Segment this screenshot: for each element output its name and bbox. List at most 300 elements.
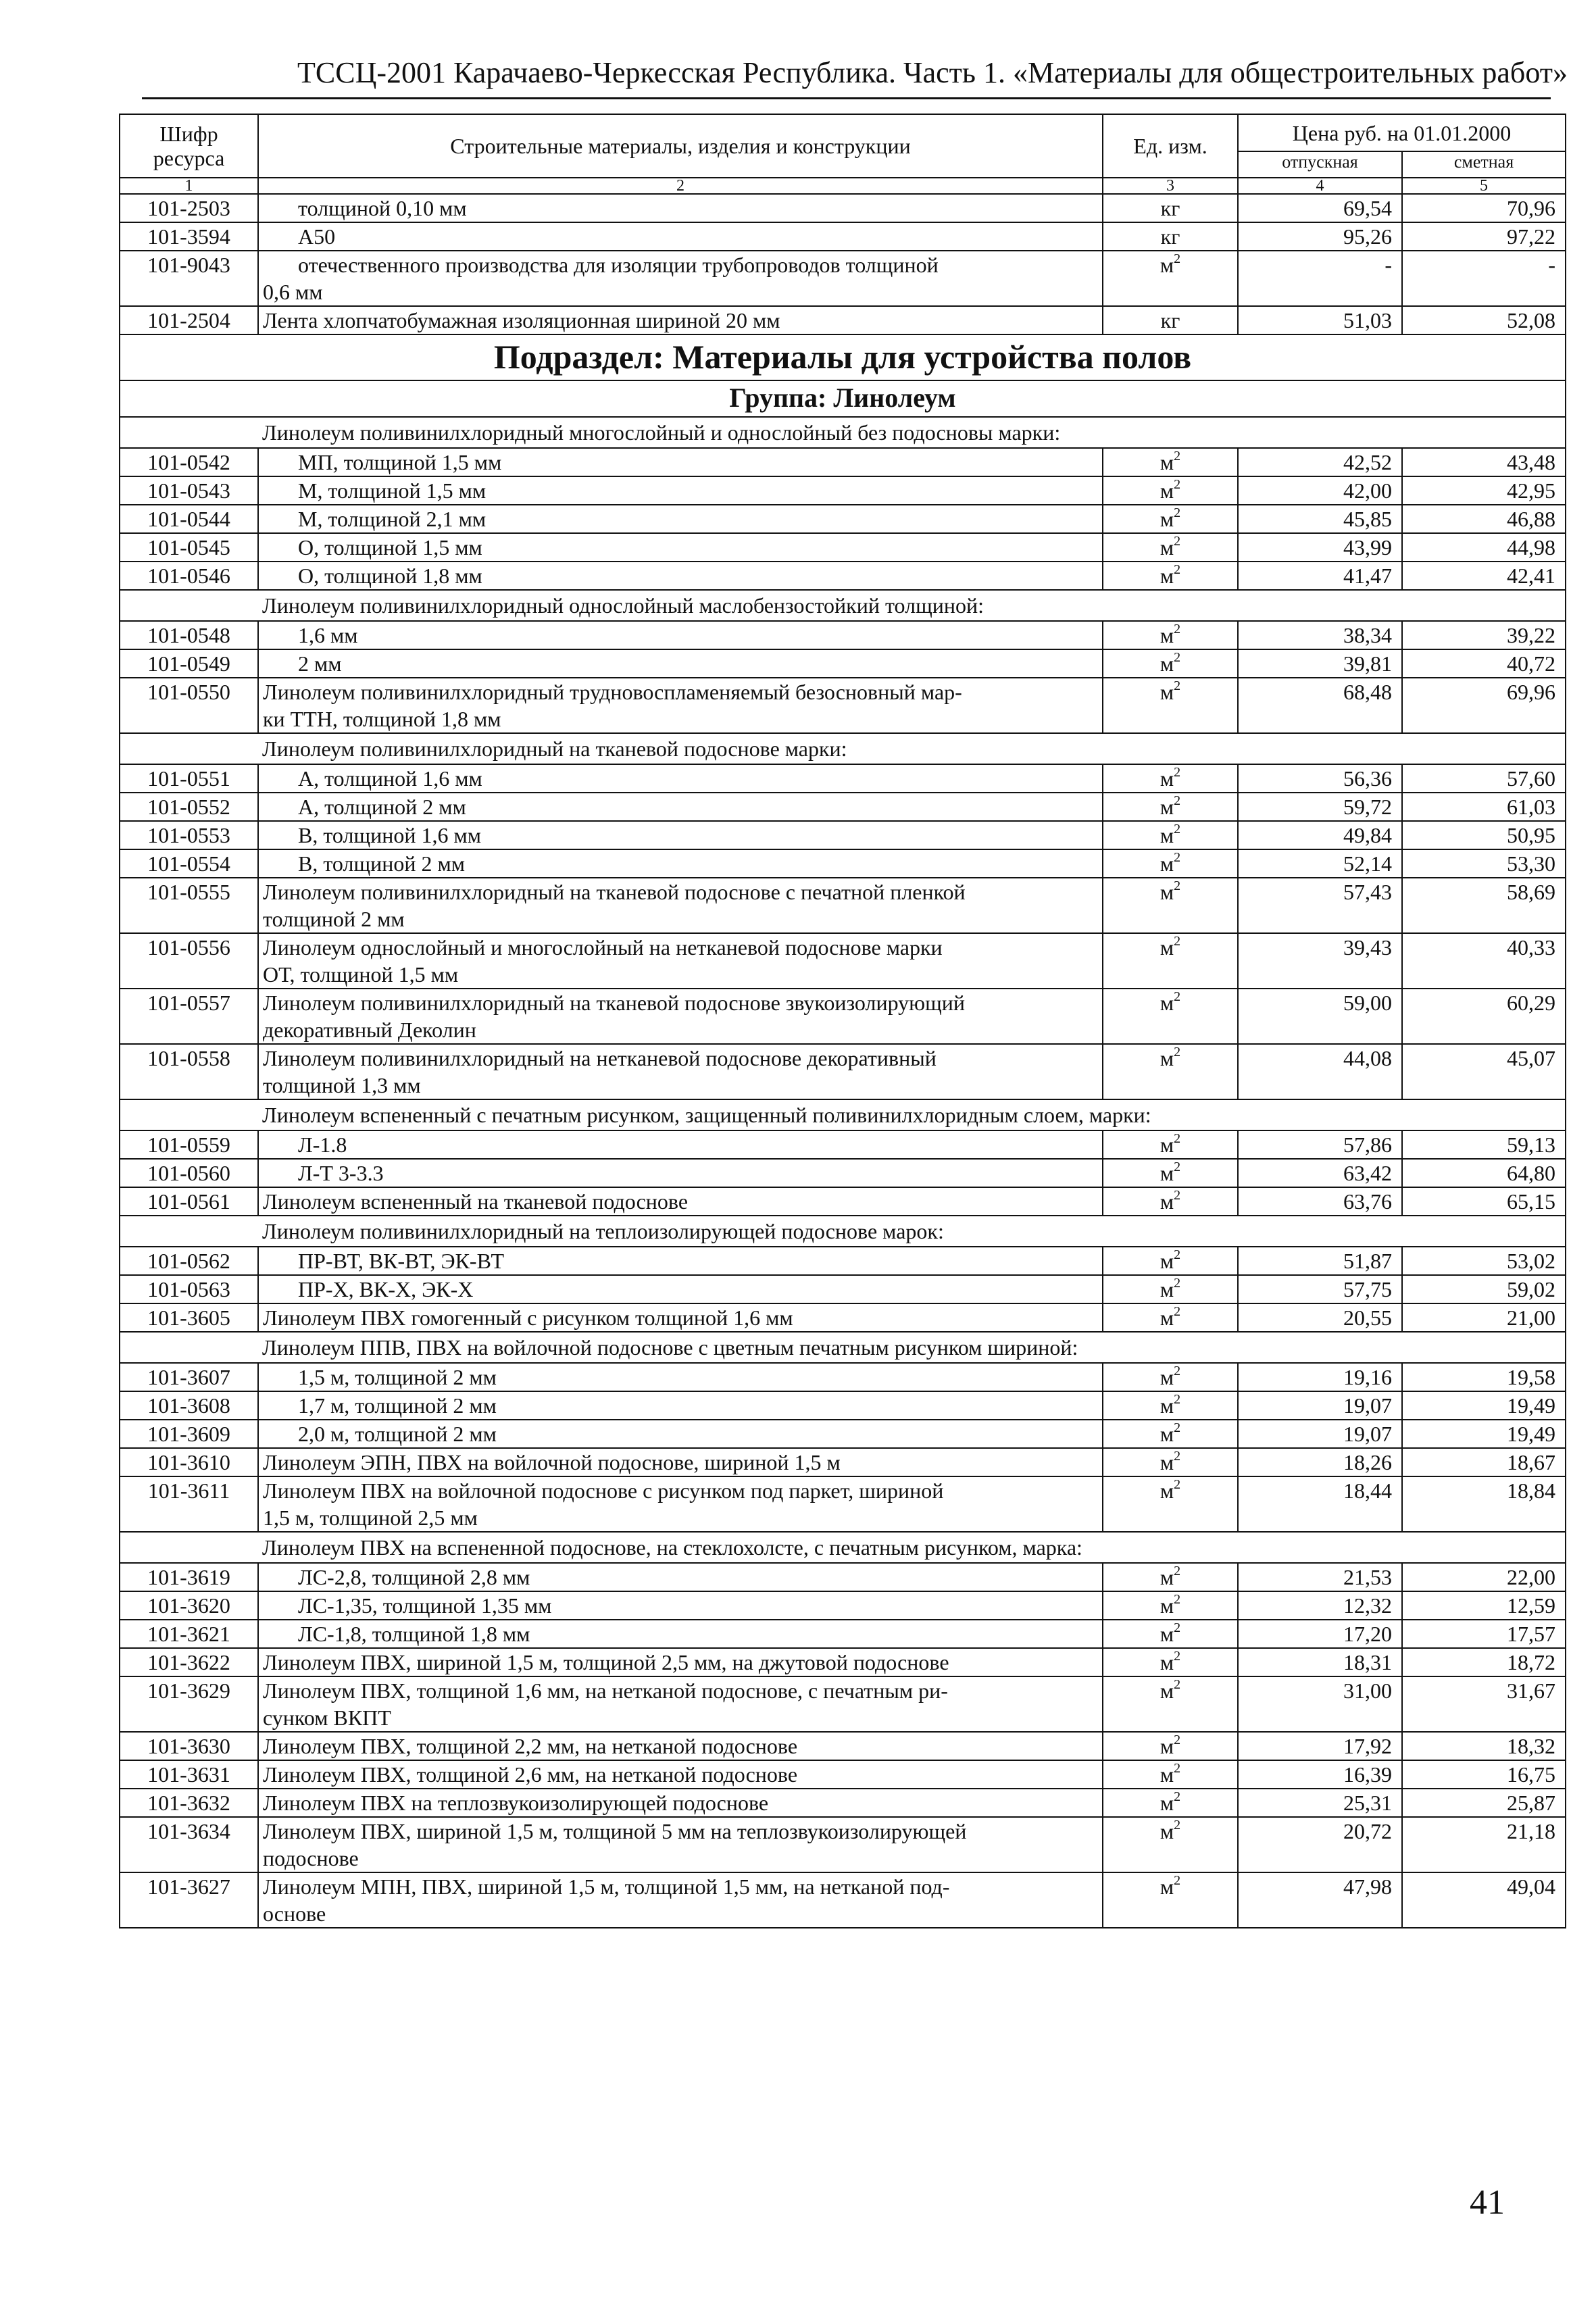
table-row xyxy=(120,849,1566,878)
unit-exponent: 2 xyxy=(1174,878,1181,894)
note-text: Линолеум поливинилхлоридный на тканевой подоснове марки: xyxy=(120,733,1566,764)
release-price: 47,98 xyxy=(1238,1872,1402,1928)
material-name xyxy=(258,1591,1103,1620)
running-header: ТССЦ-2001 Карачаево-Черкесская Республика. Часть 1. «Материалы для общестроительных работ» xyxy=(297,56,1568,89)
unit-cell xyxy=(1103,1648,1238,1676)
material-name xyxy=(258,849,1103,878)
resource-code: 101-0551 xyxy=(120,764,258,793)
column-number: 4 xyxy=(1238,178,1402,194)
unit-exponent: 2 xyxy=(1174,477,1181,493)
table-row xyxy=(120,222,1566,251)
unit-text: м xyxy=(1159,535,1174,559)
column-numbers-row xyxy=(120,178,1566,194)
estimate-price: 64,80 xyxy=(1402,1159,1566,1187)
unit-text: м xyxy=(1159,935,1174,960)
column-number: 3 xyxy=(1103,178,1238,194)
resource-code: 101-3610 xyxy=(120,1448,258,1476)
release-price: 69,54 xyxy=(1238,194,1402,222)
release-price: 56,36 xyxy=(1238,764,1402,793)
table-row xyxy=(120,933,1566,989)
unit-exponent: 2 xyxy=(1174,251,1181,267)
release-price: 20,72 xyxy=(1238,1817,1402,1872)
resource-code: 101-3609 xyxy=(120,1420,258,1448)
material-name xyxy=(258,1732,1103,1760)
unit-cell xyxy=(1103,1391,1238,1420)
unit-text: м xyxy=(1159,1249,1174,1273)
table-row xyxy=(120,194,1566,222)
table-header-row xyxy=(120,114,1566,151)
material-name xyxy=(258,649,1103,678)
table-row xyxy=(120,562,1566,590)
release-price: 18,26 xyxy=(1238,1448,1402,1476)
unit-cell xyxy=(1103,194,1238,222)
resource-code: 101-0550 xyxy=(120,678,258,733)
estimate-price: 59,02 xyxy=(1402,1275,1566,1303)
unit-text: м xyxy=(1159,991,1174,1015)
release-price: 95,26 xyxy=(1238,222,1402,251)
release-price: 12,32 xyxy=(1238,1591,1402,1620)
resource-code: 101-2504 xyxy=(120,306,258,334)
material-name xyxy=(258,989,1103,1044)
material-name xyxy=(258,1187,1103,1216)
resource-code: 101-2503 xyxy=(120,194,258,222)
header-rule xyxy=(142,97,1551,99)
note-text: Линолеум поливинилхлоридный на теплоизолирующей подоснове марок: xyxy=(120,1216,1566,1247)
material-name xyxy=(258,306,1103,334)
material-name-line: Л-1.8 xyxy=(298,1132,347,1157)
group-title: Группа: Линолеум xyxy=(120,380,1566,417)
release-price: 31,00 xyxy=(1238,1676,1402,1732)
estimate-price: 42,95 xyxy=(1402,476,1566,505)
estimate-price: 60,29 xyxy=(1402,989,1566,1044)
resource-code: 101-0544 xyxy=(120,505,258,533)
estimate-price: 25,87 xyxy=(1402,1789,1566,1817)
estimate-price: 19,58 xyxy=(1402,1363,1566,1391)
estimate-price: 61,03 xyxy=(1402,793,1566,821)
material-name-line: М, толщиной 2,1 мм xyxy=(298,507,487,531)
material-name xyxy=(258,1363,1103,1391)
material-name xyxy=(258,1817,1103,1872)
material-name-line: О, толщиной 1,5 мм xyxy=(298,535,482,559)
material-name xyxy=(258,1872,1103,1928)
unit-cell xyxy=(1103,1476,1238,1532)
resource-code: 101-3634 xyxy=(120,1817,258,1872)
column-number: 2 xyxy=(258,178,1103,194)
material-name xyxy=(258,1044,1103,1099)
unit-text: м xyxy=(1159,680,1174,704)
estimate-price: 21,18 xyxy=(1402,1817,1566,1872)
subsection-title: Подраздел: Материалы для устройства полов xyxy=(120,334,1566,380)
table-row xyxy=(120,1275,1566,1303)
material-name xyxy=(258,1760,1103,1789)
unit-exponent: 2 xyxy=(1174,622,1181,637)
unit-cell xyxy=(1103,1247,1238,1275)
material-name-line: Линолеум ПВХ, толщиной 2,6 мм, на нетканой подоснове xyxy=(263,1762,798,1787)
table-row xyxy=(120,821,1566,849)
resource-code: 101-3605 xyxy=(120,1303,258,1332)
table-row xyxy=(120,251,1566,306)
table-row xyxy=(120,533,1566,562)
material-name xyxy=(258,1620,1103,1648)
price-table xyxy=(119,114,1566,1928)
unit-exponent: 2 xyxy=(1174,1276,1181,1291)
material-name-line: МП, толщиной 1,5 мм xyxy=(298,450,502,474)
material-name-line: декоративный Деколин xyxy=(263,1018,476,1042)
column-number: 5 xyxy=(1402,178,1566,194)
material-name-line: В, толщиной 2 мм xyxy=(298,851,465,876)
unit-exponent: 2 xyxy=(1174,534,1181,549)
unit-text: м xyxy=(1159,1650,1174,1674)
material-name-line: толщиной 0,10 мм xyxy=(298,196,467,220)
material-name-line: отечественного производства для изоляции трубопроводов толщиной xyxy=(298,253,939,277)
table-row xyxy=(120,989,1566,1044)
material-name-line: Линолеум однослойный и многослойный на нетканевой подоснове марки xyxy=(263,935,943,960)
material-name xyxy=(258,878,1103,933)
unit-exponent: 2 xyxy=(1174,1045,1181,1060)
estimate-price: 40,33 xyxy=(1402,933,1566,989)
unit-cell xyxy=(1103,1620,1238,1648)
estimate-price: 18,72 xyxy=(1402,1648,1566,1676)
release-price: 57,86 xyxy=(1238,1130,1402,1159)
unit-text: м xyxy=(1159,1305,1174,1330)
unit-cell xyxy=(1103,1159,1238,1187)
estimate-price: 69,96 xyxy=(1402,678,1566,733)
estimate-price: 53,30 xyxy=(1402,849,1566,878)
unit-exponent: 2 xyxy=(1174,1818,1181,1833)
unit-text: м xyxy=(1159,1365,1174,1389)
note-row xyxy=(120,417,1566,448)
release-price: 57,75 xyxy=(1238,1275,1402,1303)
unit-text: кг xyxy=(1160,196,1180,220)
unit-text: м xyxy=(1159,1622,1174,1646)
estimate-price: 43,48 xyxy=(1402,448,1566,476)
unit-exponent: 2 xyxy=(1174,1620,1181,1636)
estimate-price: 17,57 xyxy=(1402,1620,1566,1648)
material-name-line: сунком ВКПТ xyxy=(263,1706,391,1730)
table-body xyxy=(120,194,1566,1928)
material-name xyxy=(258,933,1103,989)
unit-exponent: 2 xyxy=(1174,1188,1181,1203)
material-name xyxy=(258,1448,1103,1476)
material-name xyxy=(258,448,1103,476)
material-name xyxy=(258,1247,1103,1275)
release-price: 63,42 xyxy=(1238,1159,1402,1187)
estimate-price: - xyxy=(1402,251,1566,306)
table-row xyxy=(120,1391,1566,1420)
release-price: 18,44 xyxy=(1238,1476,1402,1532)
resource-code: 101-0553 xyxy=(120,821,258,849)
unit-exponent: 2 xyxy=(1174,793,1181,809)
release-price: 17,20 xyxy=(1238,1620,1402,1648)
table-row xyxy=(120,649,1566,678)
release-price: 21,53 xyxy=(1238,1563,1402,1591)
material-name xyxy=(258,533,1103,562)
unit-exponent: 2 xyxy=(1174,1677,1181,1693)
unit-cell xyxy=(1103,1044,1238,1099)
unit-cell xyxy=(1103,505,1238,533)
material-name-line: Линолеум вспененный на тканевой подоснове xyxy=(263,1189,689,1214)
release-price: 52,14 xyxy=(1238,849,1402,878)
unit-exponent: 2 xyxy=(1174,1733,1181,1748)
unit-text: м xyxy=(1159,253,1174,277)
unit-cell xyxy=(1103,1303,1238,1332)
estimate-price: 12,59 xyxy=(1402,1591,1566,1620)
unit-text: м xyxy=(1159,1791,1174,1815)
note-text: Линолеум вспененный с печатным рисунком, защищенный поливинилхлоридным слоем, марки: xyxy=(120,1099,1566,1130)
material-name-line: Линолеум МПН, ПВХ, шириной 1,5 м, толщиной 1,5 мм, на нетканой под- xyxy=(263,1874,950,1899)
release-price: 41,47 xyxy=(1238,562,1402,590)
material-name-line: ки ТТН, толщиной 1,8 мм xyxy=(263,707,501,731)
unit-cell xyxy=(1103,849,1238,878)
unit-cell xyxy=(1103,1817,1238,1872)
material-name-line: ОТ, толщиной 1,5 мм xyxy=(263,962,459,987)
unit-exponent: 2 xyxy=(1174,1160,1181,1175)
estimate-price: 31,67 xyxy=(1402,1676,1566,1732)
table-row xyxy=(120,306,1566,334)
note-row xyxy=(120,1332,1566,1363)
table-row xyxy=(120,1044,1566,1099)
unit-cell xyxy=(1103,1591,1238,1620)
material-name-line: 1,6 мм xyxy=(298,623,358,647)
header-code: Шифр ресурса xyxy=(120,114,258,178)
estimate-price: 42,41 xyxy=(1402,562,1566,590)
material-name-line: подоснове xyxy=(263,1846,359,1870)
resource-code: 101-3630 xyxy=(120,1732,258,1760)
material-name xyxy=(258,821,1103,849)
unit-text: м xyxy=(1159,851,1174,876)
unit-cell xyxy=(1103,1676,1238,1732)
unit-cell xyxy=(1103,222,1238,251)
unit-cell xyxy=(1103,678,1238,733)
release-price: 59,00 xyxy=(1238,989,1402,1044)
header-unit: Ед. изм. xyxy=(1103,114,1238,178)
material-name-line: Л-Т 3-3.3 xyxy=(298,1161,384,1185)
unit-exponent: 2 xyxy=(1174,1131,1181,1147)
unit-exponent: 2 xyxy=(1174,650,1181,666)
material-name-line: А, толщиной 2 мм xyxy=(298,795,466,819)
unit-text: м xyxy=(1159,880,1174,904)
material-name-line: 2 мм xyxy=(298,651,342,676)
table-row xyxy=(120,1448,1566,1476)
unit-exponent: 2 xyxy=(1174,1477,1181,1493)
unit-cell xyxy=(1103,1732,1238,1760)
unit-cell xyxy=(1103,1187,1238,1216)
material-name-line: ПР-ВТ, ВК-ВТ, ЭК-ВТ xyxy=(298,1249,505,1273)
resource-code: 101-0563 xyxy=(120,1275,258,1303)
unit-cell xyxy=(1103,251,1238,306)
unit-text: м xyxy=(1159,564,1174,588)
release-price: 59,72 xyxy=(1238,793,1402,821)
unit-cell xyxy=(1103,933,1238,989)
release-price: 44,08 xyxy=(1238,1044,1402,1099)
material-name xyxy=(258,1563,1103,1591)
material-name xyxy=(258,1130,1103,1159)
release-price: - xyxy=(1238,251,1402,306)
unit-exponent: 2 xyxy=(1174,1649,1181,1664)
table-row xyxy=(120,678,1566,733)
note-row xyxy=(120,1099,1566,1130)
resource-code: 101-0558 xyxy=(120,1044,258,1099)
table-row xyxy=(120,1363,1566,1391)
unit-text: м xyxy=(1159,1450,1174,1474)
header-price-group: Цена руб. на 01.01.2000 xyxy=(1238,114,1566,151)
resource-code: 101-3632 xyxy=(120,1789,258,1817)
resource-code: 101-0562 xyxy=(120,1247,258,1275)
unit-cell xyxy=(1103,989,1238,1044)
release-price: 39,43 xyxy=(1238,933,1402,989)
material-name-line: ЛС-2,8, толщиной 2,8 мм xyxy=(298,1565,530,1589)
release-price: 51,03 xyxy=(1238,306,1402,334)
material-name xyxy=(258,1391,1103,1420)
material-name-line: Линолеум ПВХ на войлочной подоснове с рисунком под паркет, шириной xyxy=(263,1478,944,1503)
estimate-price: 21,00 xyxy=(1402,1303,1566,1332)
table-row xyxy=(120,1187,1566,1216)
table-row xyxy=(120,1817,1566,1872)
release-price: 19,16 xyxy=(1238,1363,1402,1391)
group-row xyxy=(120,380,1566,417)
unit-cell xyxy=(1103,821,1238,849)
resource-code: 101-0548 xyxy=(120,621,258,649)
table-row xyxy=(120,1303,1566,1332)
material-name-line: Линолеум поливинилхлоридный трудновоспламеняемый безосновный мар- xyxy=(263,680,962,704)
unit-exponent: 2 xyxy=(1174,850,1181,866)
unit-exponent: 2 xyxy=(1174,822,1181,837)
material-name xyxy=(258,1275,1103,1303)
material-name xyxy=(258,251,1103,306)
release-price: 18,31 xyxy=(1238,1648,1402,1676)
material-name xyxy=(258,1159,1103,1187)
unit-exponent: 2 xyxy=(1174,562,1181,578)
unit-text: кг xyxy=(1160,308,1180,332)
material-name xyxy=(258,1476,1103,1532)
material-name-line: 2,0 м, толщиной 2 мм xyxy=(298,1422,497,1446)
unit-text: м xyxy=(1159,823,1174,847)
material-name-line: Линолеум ПВХ, шириной 1,5 м, толщиной 2,5 мм, на джутовой подоснове xyxy=(263,1650,949,1674)
material-name-line: толщиной 2 мм xyxy=(263,907,405,931)
release-price: 38,34 xyxy=(1238,621,1402,649)
resource-code: 101-3620 xyxy=(120,1591,258,1620)
header-name: Строительные материалы, изделия и конструкции xyxy=(258,114,1103,178)
release-price: 49,84 xyxy=(1238,821,1402,849)
subsection-row xyxy=(120,334,1566,380)
material-name-line: В, толщиной 1,6 мм xyxy=(298,823,481,847)
unit-text: м xyxy=(1159,1819,1174,1843)
note-row xyxy=(120,590,1566,621)
unit-cell xyxy=(1103,1760,1238,1789)
estimate-price: 16,75 xyxy=(1402,1760,1566,1789)
unit-text: м xyxy=(1159,507,1174,531)
unit-exponent: 2 xyxy=(1174,934,1181,949)
table-row xyxy=(120,1130,1566,1159)
estimate-price: 18,67 xyxy=(1402,1448,1566,1476)
unit-exponent: 2 xyxy=(1174,449,1181,464)
resource-code: 101-3629 xyxy=(120,1676,258,1732)
resource-code: 101-0552 xyxy=(120,793,258,821)
header-release: отпускная xyxy=(1238,151,1402,178)
estimate-price: 97,22 xyxy=(1402,222,1566,251)
note-text: Линолеум ПВХ на вспененной подоснове, на стеклохолсте, с печатным рисунком, марка: xyxy=(120,1532,1566,1563)
unit-text: м xyxy=(1159,651,1174,676)
material-name-line: Линолеум ПВХ, толщиной 2,2 мм, на нетканой подоснове xyxy=(263,1734,798,1758)
unit-cell xyxy=(1103,1448,1238,1476)
unit-exponent: 2 xyxy=(1174,765,1181,780)
material-name-line: 1,5 м, толщиной 2 мм xyxy=(298,1365,497,1389)
material-name xyxy=(258,1303,1103,1332)
unit-cell xyxy=(1103,1563,1238,1591)
estimate-price: 50,95 xyxy=(1402,821,1566,849)
unit-cell xyxy=(1103,1872,1238,1928)
column-number: 1 xyxy=(120,178,258,194)
unit-exponent: 2 xyxy=(1174,1564,1181,1579)
unit-text: м xyxy=(1159,1678,1174,1703)
resource-code: 101-0559 xyxy=(120,1130,258,1159)
estimate-price: 49,04 xyxy=(1402,1872,1566,1928)
material-name xyxy=(258,1676,1103,1732)
unit-cell xyxy=(1103,764,1238,793)
unit-exponent: 2 xyxy=(1174,1392,1181,1408)
note-row xyxy=(120,1532,1566,1563)
unit-text: м xyxy=(1159,766,1174,791)
release-price: 42,52 xyxy=(1238,448,1402,476)
unit-exponent: 2 xyxy=(1174,1449,1181,1464)
material-name-line: 1,5 м, толщиной 2,5 мм xyxy=(263,1505,478,1530)
estimate-price: 45,07 xyxy=(1402,1044,1566,1099)
estimate-price: 44,98 xyxy=(1402,533,1566,562)
resource-code: 101-3621 xyxy=(120,1620,258,1648)
material-name-line: Линолеум ПВХ на теплозвукоизолирующей подоснове xyxy=(263,1791,769,1815)
material-name-line: А, толщиной 1,6 мм xyxy=(298,766,482,791)
estimate-price: 58,69 xyxy=(1402,878,1566,933)
material-name xyxy=(258,793,1103,821)
material-name-line: основе xyxy=(263,1901,326,1926)
unit-text: м xyxy=(1159,1046,1174,1070)
material-name xyxy=(258,562,1103,590)
table-row xyxy=(120,505,1566,533)
material-name-line: Линолеум ПВХ, толщиной 1,6 мм, на нетканой подоснове, с печатным ри- xyxy=(263,1678,948,1703)
material-name-line: Линолеум ЭПН, ПВХ на войлочной подоснове, шириной 1,5 м xyxy=(263,1450,841,1474)
table-row xyxy=(120,1789,1566,1817)
unit-cell xyxy=(1103,1130,1238,1159)
resource-code: 101-0561 xyxy=(120,1187,258,1216)
material-name-line: толщиной 1,3 мм xyxy=(263,1073,421,1097)
table-row xyxy=(120,878,1566,933)
material-name xyxy=(258,621,1103,649)
unit-text: м xyxy=(1159,478,1174,503)
material-name xyxy=(258,1648,1103,1676)
price-table-container xyxy=(119,114,1565,1928)
table-row xyxy=(120,1676,1566,1732)
note-text: Линолеум поливинилхлоридный однослойный маслобензостойкий толщиной: xyxy=(120,590,1566,621)
resource-code: 101-3611 xyxy=(120,1476,258,1532)
note-text: Линолеум поливинилхлоридный многослойный и однослойный без подосновы марки: xyxy=(120,417,1566,448)
unit-exponent: 2 xyxy=(1174,1592,1181,1608)
material-name-line: Линолеум ПВХ гомогенный с рисунком толщиной 1,6 мм xyxy=(263,1305,793,1330)
unit-exponent: 2 xyxy=(1174,1761,1181,1776)
table-row xyxy=(120,1476,1566,1532)
resource-code: 101-3619 xyxy=(120,1563,258,1591)
unit-cell xyxy=(1103,878,1238,933)
unit-text: м xyxy=(1159,1422,1174,1446)
material-name-line: М, толщиной 1,5 мм xyxy=(298,478,487,503)
unit-cell xyxy=(1103,1363,1238,1391)
unit-cell xyxy=(1103,306,1238,334)
release-price: 19,07 xyxy=(1238,1391,1402,1420)
unit-exponent: 2 xyxy=(1174,1364,1181,1379)
material-name-line: 1,7 м, толщиной 2 мм xyxy=(298,1393,497,1418)
estimate-price: 40,72 xyxy=(1402,649,1566,678)
note-row xyxy=(120,733,1566,764)
unit-exponent: 2 xyxy=(1174,1789,1181,1805)
